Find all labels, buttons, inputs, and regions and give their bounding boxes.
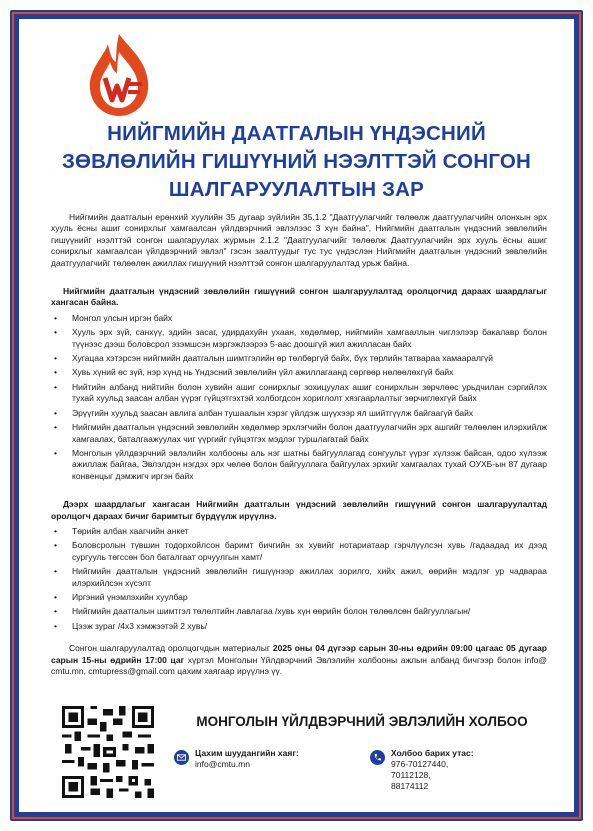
deadline-dates: 2025 оны 04 дүгээр сарын 30-ны өдрийн 09:00 цагаас 05 дугаар сарын 15-ны өдрийн 17:00 цаг bbox=[51, 643, 547, 665]
requirements-list bbox=[51, 313, 547, 482]
list-item: • Эрүүгийн хуульд заасан авлига албан тушаалын хэрэг үйлдэж шүүхээр ял шийтгүүлж байгаагүй байх bbox=[51, 408, 547, 419]
email-value[interactable]: info@cmtu.mn bbox=[195, 759, 250, 769]
list-item: • Иргэний үнэмлэхийн хуулбар bbox=[51, 592, 547, 603]
list-item: • Цээж зураг /4х3 хэмжээтэй 2 хувь/ bbox=[51, 621, 547, 632]
intro-paragraph: Нийгмийн даатгалын ерөнхий хуулийн 35 дугаар зүйлийн 35.1.2 "Даатгуулагчийг төлөөлж даатгуулагчийн олонхын эрх хууль ёсны ашиг сонирхлыг хамгаалсан үйлдвэрчний эвлэлээс 3 хүн байна", Нийгмийн даатгалын үндэсний зөвлөлийн гишүүнийг нээлттэй сонгон шалгаруулах журмын 2.1.2 "Даатгуулагчийг төлөөлж Даатгуулагчийн эрх хууль ёсны ашиг сонирхлыг хамгаалсан үйлдвэрчний эвлэл" гэсэн заалтуудыг тус тус үндэслэн Нийгмийн даатгалын үндэсний зөвлөлийн даатгуулагчийг төлөөлөн ажиллах гишүүний нээлттэй сонгон шалгаруулалтад урьж байна. bbox=[51, 212, 547, 268]
phone-icon bbox=[370, 750, 385, 765]
list-item: • Төрийн албан хаагчийн анкет bbox=[51, 526, 547, 537]
title-line-3: ШАЛГАРУУЛАЛТЫН ЗАР bbox=[168, 178, 425, 201]
email-icon bbox=[174, 750, 189, 765]
list-item: • Нийгмийн даатгалын шимтгэл төлөлтийн лавлагаа /хувь хүн өөрийн болон төлөөлсөн байгууллагын/ bbox=[51, 606, 547, 617]
list-item: • Монгол улсын иргэн байх bbox=[51, 313, 547, 324]
list-item: • Боловсролын түвшин тодорхойлсон баримт бичгийн эх хувийг нотариатаар гэрчлүүлсэн хувь /гадаадад их дээд сургууль төгссөн бол баталгаат орчуулгын хамт/ bbox=[51, 540, 547, 563]
announcement-body bbox=[51, 212, 547, 677]
deadline-text-post: хүртэл Монголын Үйлдвэрчний Эвлэлийн холбооны ажлын албанд бичгээр болон info@ cmtu.mn, cmtupress@gmail.com цахим хаягаар ирүүлнэ үү. bbox=[51, 654, 547, 676]
phone-number[interactable]: 88174112 bbox=[391, 781, 429, 791]
email-label: Цахим шуудангийн хаяг: bbox=[195, 748, 299, 758]
documents-heading: Дээрх шаардлагыг хангасан Нийгмийн даатгалын үндэсний зөвлөлийн гишүүний сонгон шалгаруулалтад оролцогч дараах бичиг баримтыг бүрдүүлж ирүүлнэ. bbox=[51, 499, 547, 521]
qr-code-icon bbox=[62, 706, 154, 798]
list-item: • Монголын үйлдвэрчний эвлэлийн холбооны аль нэг шатны байгууллагад сонгуульт үүрэг хүлээж байсан, одоо хүлээж ажиллаж байгаа, Эвлэлдэн нэгдэх эрх чөлөө болон байгууллага байгуулах эрхийг хамгаалах тухай ОУХБ-ын 87 дугаар конвенцыг дэмжигч иргэн байх bbox=[51, 448, 547, 482]
list-item: • Нийгмийн даатгалын үндэсний зөвлөлийн хөдөлмөр эрхлэгчийн болон даатгуулагчийн эрх ашгийг төлөөлөн илэрхийлж хамгаалах, баталгаажуулах чиг үүргийг гүйцэтгэх мэдлэг туршлагатай байх bbox=[51, 422, 547, 445]
page-title bbox=[40, 120, 553, 204]
email-contact bbox=[195, 748, 299, 770]
phone-contact bbox=[391, 748, 474, 792]
organization-name: МОНГОЛЫН ҮЙЛДВЭРЧНИЙ ЭВЛЭЛИЙН ХОЛБОО bbox=[196, 714, 528, 729]
title-line-2: ЗӨВЛӨЛИЙН ГИШҮҮНИЙ НЭЭЛТТЭЙ СОНГОН bbox=[61, 150, 532, 173]
list-item: • Нийгмийн даатгалын үндэсний зөвлөлийн гишүүнээр ажиллах зорилго, хийх ажил, өөрийн мэдлэг ур чадвараа илэрхийлсэн хүсэлт bbox=[51, 566, 547, 589]
list-item: • Хугацаа хэтэрсэн нийгмийн даатгалын шимтгэлийн өр төлбөргүй байх, бүх төрлийн татвараа хамааралгүй bbox=[51, 353, 547, 364]
phone-number[interactable]: 976-70127440, bbox=[391, 759, 449, 769]
title-line-1: НИЙГМИЙН ДААТГАЛЫН ҮНДЭСНИЙ bbox=[107, 122, 486, 145]
list-item: • Хувь хүний өс зүй, нэр хүнд нь Үндэсний зөвлөлийн үйл ажиллагаанд сөргөөр нөлөөлөхгүй байх bbox=[51, 367, 547, 378]
list-item: • Нийтийн албанд нийтийн болон хувийн ашиг сонирхлыг зохицуулах ашиг сонирхлын зөрчлөөс урьдчилан сэргийлэх тухай хуульд заасан албан үүрэг гүйцэтгэхтэй холбогдсон хориглолт хязгаарлалтыг зөрчиглөхгүй байх bbox=[51, 382, 547, 405]
list-item: • Хууль эрх зүй, санхүү, эдийн засаг, удирдахуйн ухаан, хөдөлмөр, нийгмийн хамгааллын чиглэлээр бакалавр болон түүнээс дээш боловсрол эзэмшсэн мэргэжлээрээ 5-аас доошгүй жил ажилласан байх bbox=[51, 327, 547, 350]
documents-list bbox=[51, 526, 547, 632]
deadline-text-pre: Сонгон шалгаруулалтад оролцогчдын материалыг bbox=[69, 643, 273, 654]
requirements-heading: Нийгмийн даатгалын үндэсний зөвлөлийн гишүүний сонгон шалгаруулалтад оролцогчид дараах шаардлагыг хангасан байна. bbox=[51, 286, 547, 308]
phone-label: Холбоо барих утас: bbox=[391, 748, 474, 758]
flame-logo-icon bbox=[82, 30, 156, 120]
submission-deadline bbox=[51, 643, 547, 677]
phone-number[interactable]: 70112128, bbox=[391, 770, 431, 780]
